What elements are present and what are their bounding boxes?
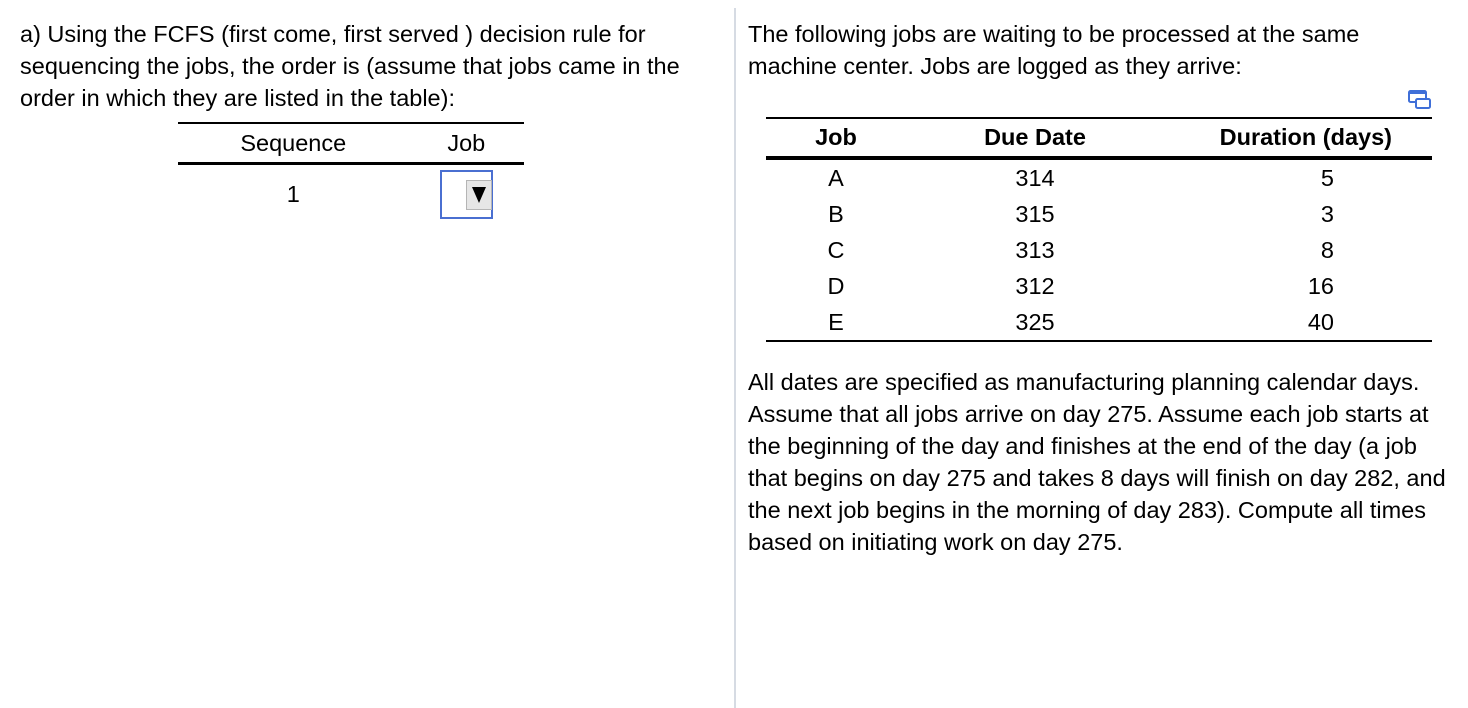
sequence-table-header-row [178, 123, 524, 164]
duration-cell: 8 [1320, 236, 1334, 263]
question-text: a) Using the FCFS (first come, first served ) decision rule for sequencing the jobs, the order is (assume that jobs came in the order in which they are listed in the table): [20, 21, 680, 111]
duration-cell: 40 [1164, 304, 1432, 341]
sequence-number: 1 [286, 180, 300, 207]
duration-cell: 3 [1320, 200, 1334, 227]
problem-notes: All dates are specified as manufacturing planning calendar days. Assume that all jobs arrive on day 275. Assume each job starts at the beginning of the day and finishes at the end of the day (a job that begins on day 275 and takes 8 days will finish on day 282, and the next job begins in the morning of day 283). Compute all times based on initiating work on day 275. [748, 369, 1446, 555]
due-date-cell: 313 [1015, 236, 1055, 263]
due-date-cell: 315 [1015, 200, 1055, 227]
jobs-table [766, 117, 1432, 342]
table-row [766, 304, 1432, 341]
table-row [178, 164, 524, 224]
job-cell: E [766, 304, 906, 341]
triangle-down-icon [472, 187, 486, 203]
job-cell: C [827, 236, 845, 263]
problem-pane [748, 18, 1448, 82]
due-date-header: Due Date [906, 118, 1164, 158]
dropdown-arrow-button[interactable] [466, 180, 492, 210]
due-date-cell: 314 [1015, 164, 1055, 191]
table-row [766, 268, 1432, 304]
duration-cell: 16 [1307, 272, 1334, 299]
duration-header: Duration (days) [1164, 118, 1432, 158]
sequence-column-header: Sequence [178, 123, 409, 164]
job-cell: D [827, 272, 845, 299]
table-row [766, 196, 1432, 232]
job-select-cell [409, 164, 524, 224]
table-row [766, 158, 1432, 196]
due-date-cell: 325 [906, 304, 1164, 341]
job-cell: A [828, 164, 844, 191]
copy-table-icon[interactable] [1408, 90, 1432, 110]
job-select-dropdown[interactable] [440, 170, 493, 219]
duration-cell: 5 [1320, 164, 1334, 191]
sequence-table [178, 122, 524, 223]
table-row [766, 232, 1432, 268]
due-date-cell: 312 [1015, 272, 1055, 299]
pane-divider [734, 8, 736, 708]
job-header: Job [766, 118, 906, 158]
question-pane [20, 18, 725, 114]
problem-intro: The following jobs are waiting to be processed at the same machine center. Jobs are logged as they arrive: [748, 21, 1360, 79]
jobs-table-header-row [766, 118, 1432, 158]
job-cell: B [828, 200, 844, 227]
job-column-header: Job [409, 123, 524, 164]
